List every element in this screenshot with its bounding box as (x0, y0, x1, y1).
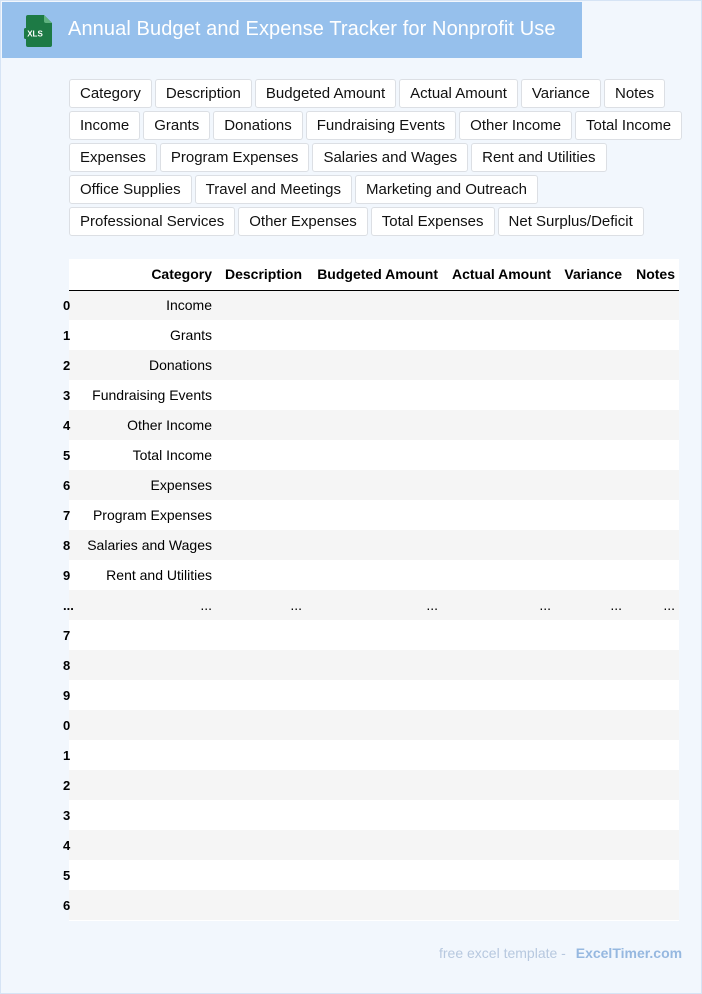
table-cell (306, 500, 442, 530)
table-cell: Total Income (77, 440, 216, 470)
table-cell (306, 440, 442, 470)
table-cell (442, 740, 555, 770)
table-cell (626, 410, 679, 440)
table-cell (216, 680, 306, 710)
table-cell: ... (555, 590, 626, 620)
table-cell (626, 530, 679, 560)
table-cell (442, 470, 555, 500)
table-cell (306, 890, 442, 920)
row-index: 3 (69, 380, 77, 410)
column-chip: Professional Services (69, 207, 235, 236)
table-cell (442, 440, 555, 470)
table-cell (442, 890, 555, 920)
table-cell (77, 770, 216, 800)
table-row (69, 830, 679, 860)
table-cell (306, 380, 442, 410)
column-chip: Total Income (575, 111, 682, 140)
table-cell (77, 890, 216, 920)
xls-icon-label: XLS (27, 29, 43, 39)
table-cell (555, 830, 626, 860)
table-cell (555, 770, 626, 800)
table-cell (216, 710, 306, 740)
row-index: 9 (69, 560, 77, 590)
table-body (63, 290, 679, 920)
page-title: Annual Budget and Expense Tracker for Nonprofit Use (68, 18, 556, 40)
table-cell (626, 650, 679, 680)
row-index: 6 (69, 890, 77, 920)
table-cell (442, 830, 555, 860)
table-row (69, 410, 679, 440)
table-cell: Donations (77, 350, 216, 380)
table-cell (306, 470, 442, 500)
table-cell (306, 560, 442, 590)
column-chip: Program Expenses (160, 143, 310, 172)
table-cell (442, 620, 555, 650)
table-cell (442, 500, 555, 530)
table-row (69, 530, 679, 560)
table-cell (555, 440, 626, 470)
table-cell (555, 530, 626, 560)
table-cell (555, 800, 626, 830)
table-cell: Other Income (77, 410, 216, 440)
table-cell (306, 830, 442, 860)
column-header: Notes (626, 259, 679, 290)
table-cell (626, 890, 679, 920)
table-cell: Salaries and Wages (77, 530, 216, 560)
column-chip: Rent and Utilities (471, 143, 606, 172)
table-cell (626, 860, 679, 890)
row-index: 2 (69, 770, 77, 800)
column-chip: Net Surplus/Deficit (498, 207, 644, 236)
table-cell (306, 680, 442, 710)
column-chips (69, 79, 689, 236)
column-header (69, 259, 77, 290)
table-cell (216, 560, 306, 590)
table-cell (216, 470, 306, 500)
table-cell (77, 650, 216, 680)
table-cell: ... (306, 590, 442, 620)
table-row (69, 860, 679, 890)
table-cell (555, 710, 626, 740)
footer-prefix: free excel template - (439, 945, 566, 961)
table-cell (442, 320, 555, 350)
row-index: 5 (69, 440, 77, 470)
column-chip: Expenses (69, 143, 157, 172)
table-cell (306, 650, 442, 680)
table-cell (626, 350, 679, 380)
table-cell (555, 620, 626, 650)
table-cell (442, 350, 555, 380)
table-cell (626, 560, 679, 590)
table-cell (555, 380, 626, 410)
table-cell (306, 320, 442, 350)
table-cell (626, 770, 679, 800)
column-header: Category (77, 259, 216, 290)
table-cell (442, 410, 555, 440)
column-chip: Fundraising Events (306, 111, 456, 140)
column-chip: Category (69, 79, 152, 108)
table-row (69, 890, 679, 920)
table-cell (626, 680, 679, 710)
table-cell (442, 770, 555, 800)
row-index: 4 (69, 830, 77, 860)
table-cell: ... (77, 590, 216, 620)
xls-file-icon (24, 15, 52, 47)
table-cell (555, 650, 626, 680)
table-cell (555, 860, 626, 890)
column-header: Description (216, 259, 306, 290)
column-header: Variance (555, 259, 626, 290)
row-index: 0 (69, 710, 77, 740)
table-cell (77, 680, 216, 710)
table-cell (306, 860, 442, 890)
table-cell (626, 290, 679, 320)
table-row (69, 650, 679, 680)
row-index: 8 (69, 650, 77, 680)
column-chip: Travel and Meetings (195, 175, 352, 204)
table-row (69, 590, 679, 620)
column-chip: Actual Amount (399, 79, 518, 108)
table-cell (216, 500, 306, 530)
table-cell (306, 530, 442, 560)
column-chip: Budgeted Amount (255, 79, 396, 108)
table-cell: ... (216, 590, 306, 620)
table-cell (442, 650, 555, 680)
table-cell (306, 740, 442, 770)
column-chip: Other Income (459, 111, 572, 140)
table-cell (626, 470, 679, 500)
row-index: 1 (69, 740, 77, 770)
column-header: Budgeted Amount (306, 259, 442, 290)
table-cell (77, 740, 216, 770)
table-cell: Rent and Utilities (77, 560, 216, 590)
column-chip: Notes (604, 79, 665, 108)
table-cell (555, 290, 626, 320)
table-cell (216, 890, 306, 920)
table-header-row (69, 259, 679, 290)
table-row (69, 800, 679, 830)
column-chip: Description (155, 79, 252, 108)
table-cell: Fundraising Events (77, 380, 216, 410)
table-cell (77, 860, 216, 890)
table-cell (555, 890, 626, 920)
table-cell (216, 380, 306, 410)
table-cell (626, 710, 679, 740)
table-row (69, 560, 679, 590)
table-cell (77, 800, 216, 830)
table-cell: Income (77, 290, 216, 320)
column-header: Actual Amount (442, 259, 555, 290)
table-cell: Program Expenses (77, 500, 216, 530)
column-chip: Salaries and Wages (312, 143, 468, 172)
row-index: 3 (69, 800, 77, 830)
row-index: 7 (69, 500, 77, 530)
column-chip: Donations (213, 111, 303, 140)
table-cell: Expenses (77, 470, 216, 500)
table-cell (442, 800, 555, 830)
column-chip: Income (69, 111, 140, 140)
table-cell (442, 380, 555, 410)
table-cell (555, 500, 626, 530)
table-cell (216, 350, 306, 380)
table-row (69, 440, 679, 470)
table-row (69, 740, 679, 770)
table-cell (216, 410, 306, 440)
row-index: 4 (69, 410, 77, 440)
table-cell (216, 320, 306, 350)
column-chip: Total Expenses (371, 207, 495, 236)
table-cell (306, 410, 442, 440)
column-chip: Office Supplies (69, 175, 192, 204)
table-cell (216, 740, 306, 770)
column-chip: Marketing and Outreach (355, 175, 538, 204)
table-cell (306, 620, 442, 650)
table-cell (442, 860, 555, 890)
table-cell (555, 320, 626, 350)
row-index: ... (69, 590, 77, 620)
table-cell (306, 290, 442, 320)
table-cell (555, 350, 626, 380)
table-cell (626, 380, 679, 410)
table-cell (555, 560, 626, 590)
table-cell (216, 440, 306, 470)
table-row (69, 350, 679, 380)
table-cell (626, 830, 679, 860)
row-index: 0 (69, 290, 77, 320)
table-cell (626, 740, 679, 770)
footer-credit (439, 945, 682, 961)
row-index: 8 (69, 530, 77, 560)
table-cell (216, 770, 306, 800)
table-row (69, 470, 679, 500)
table-cell (442, 530, 555, 560)
data-table-container (63, 259, 679, 921)
table-cell: ... (626, 590, 679, 620)
table-row (69, 620, 679, 650)
column-chip: Grants (143, 111, 210, 140)
table-cell (216, 800, 306, 830)
table-cell (626, 500, 679, 530)
table-cell (216, 860, 306, 890)
table-row (69, 380, 679, 410)
table-row (69, 320, 679, 350)
table-cell (216, 530, 306, 560)
table-cell: Grants (77, 320, 216, 350)
table-cell (306, 770, 442, 800)
table-cell (306, 350, 442, 380)
table-cell (77, 830, 216, 860)
row-index: 9 (69, 680, 77, 710)
table-cell (442, 560, 555, 590)
table-cell (306, 710, 442, 740)
table-row (69, 770, 679, 800)
table-cell (442, 710, 555, 740)
table-cell (77, 710, 216, 740)
table-cell (216, 830, 306, 860)
row-index: 1 (69, 320, 77, 350)
table-row (69, 290, 679, 320)
table-cell (626, 440, 679, 470)
table-cell (442, 290, 555, 320)
table-cell (216, 650, 306, 680)
table-cell (77, 620, 216, 650)
table-row (69, 710, 679, 740)
table-cell (555, 740, 626, 770)
table-cell (442, 680, 555, 710)
table-cell (626, 320, 679, 350)
table-cell (216, 620, 306, 650)
row-index: 7 (69, 620, 77, 650)
row-index: 2 (69, 350, 77, 380)
header-banner (2, 2, 582, 58)
table-cell (216, 290, 306, 320)
table-cell (306, 800, 442, 830)
footer-brand-link[interactable]: ExcelTimer.com (575, 945, 683, 961)
row-index: 5 (69, 860, 77, 890)
column-chip: Variance (521, 79, 601, 108)
table-row (69, 680, 679, 710)
table-row (69, 500, 679, 530)
table-cell (555, 680, 626, 710)
table-cell (626, 620, 679, 650)
row-index: 6 (69, 470, 77, 500)
table-cell (555, 410, 626, 440)
table-cell (555, 470, 626, 500)
data-table (63, 259, 679, 920)
table-cell: ... (442, 590, 555, 620)
table-cell (626, 800, 679, 830)
column-chip: Other Expenses (238, 207, 368, 236)
